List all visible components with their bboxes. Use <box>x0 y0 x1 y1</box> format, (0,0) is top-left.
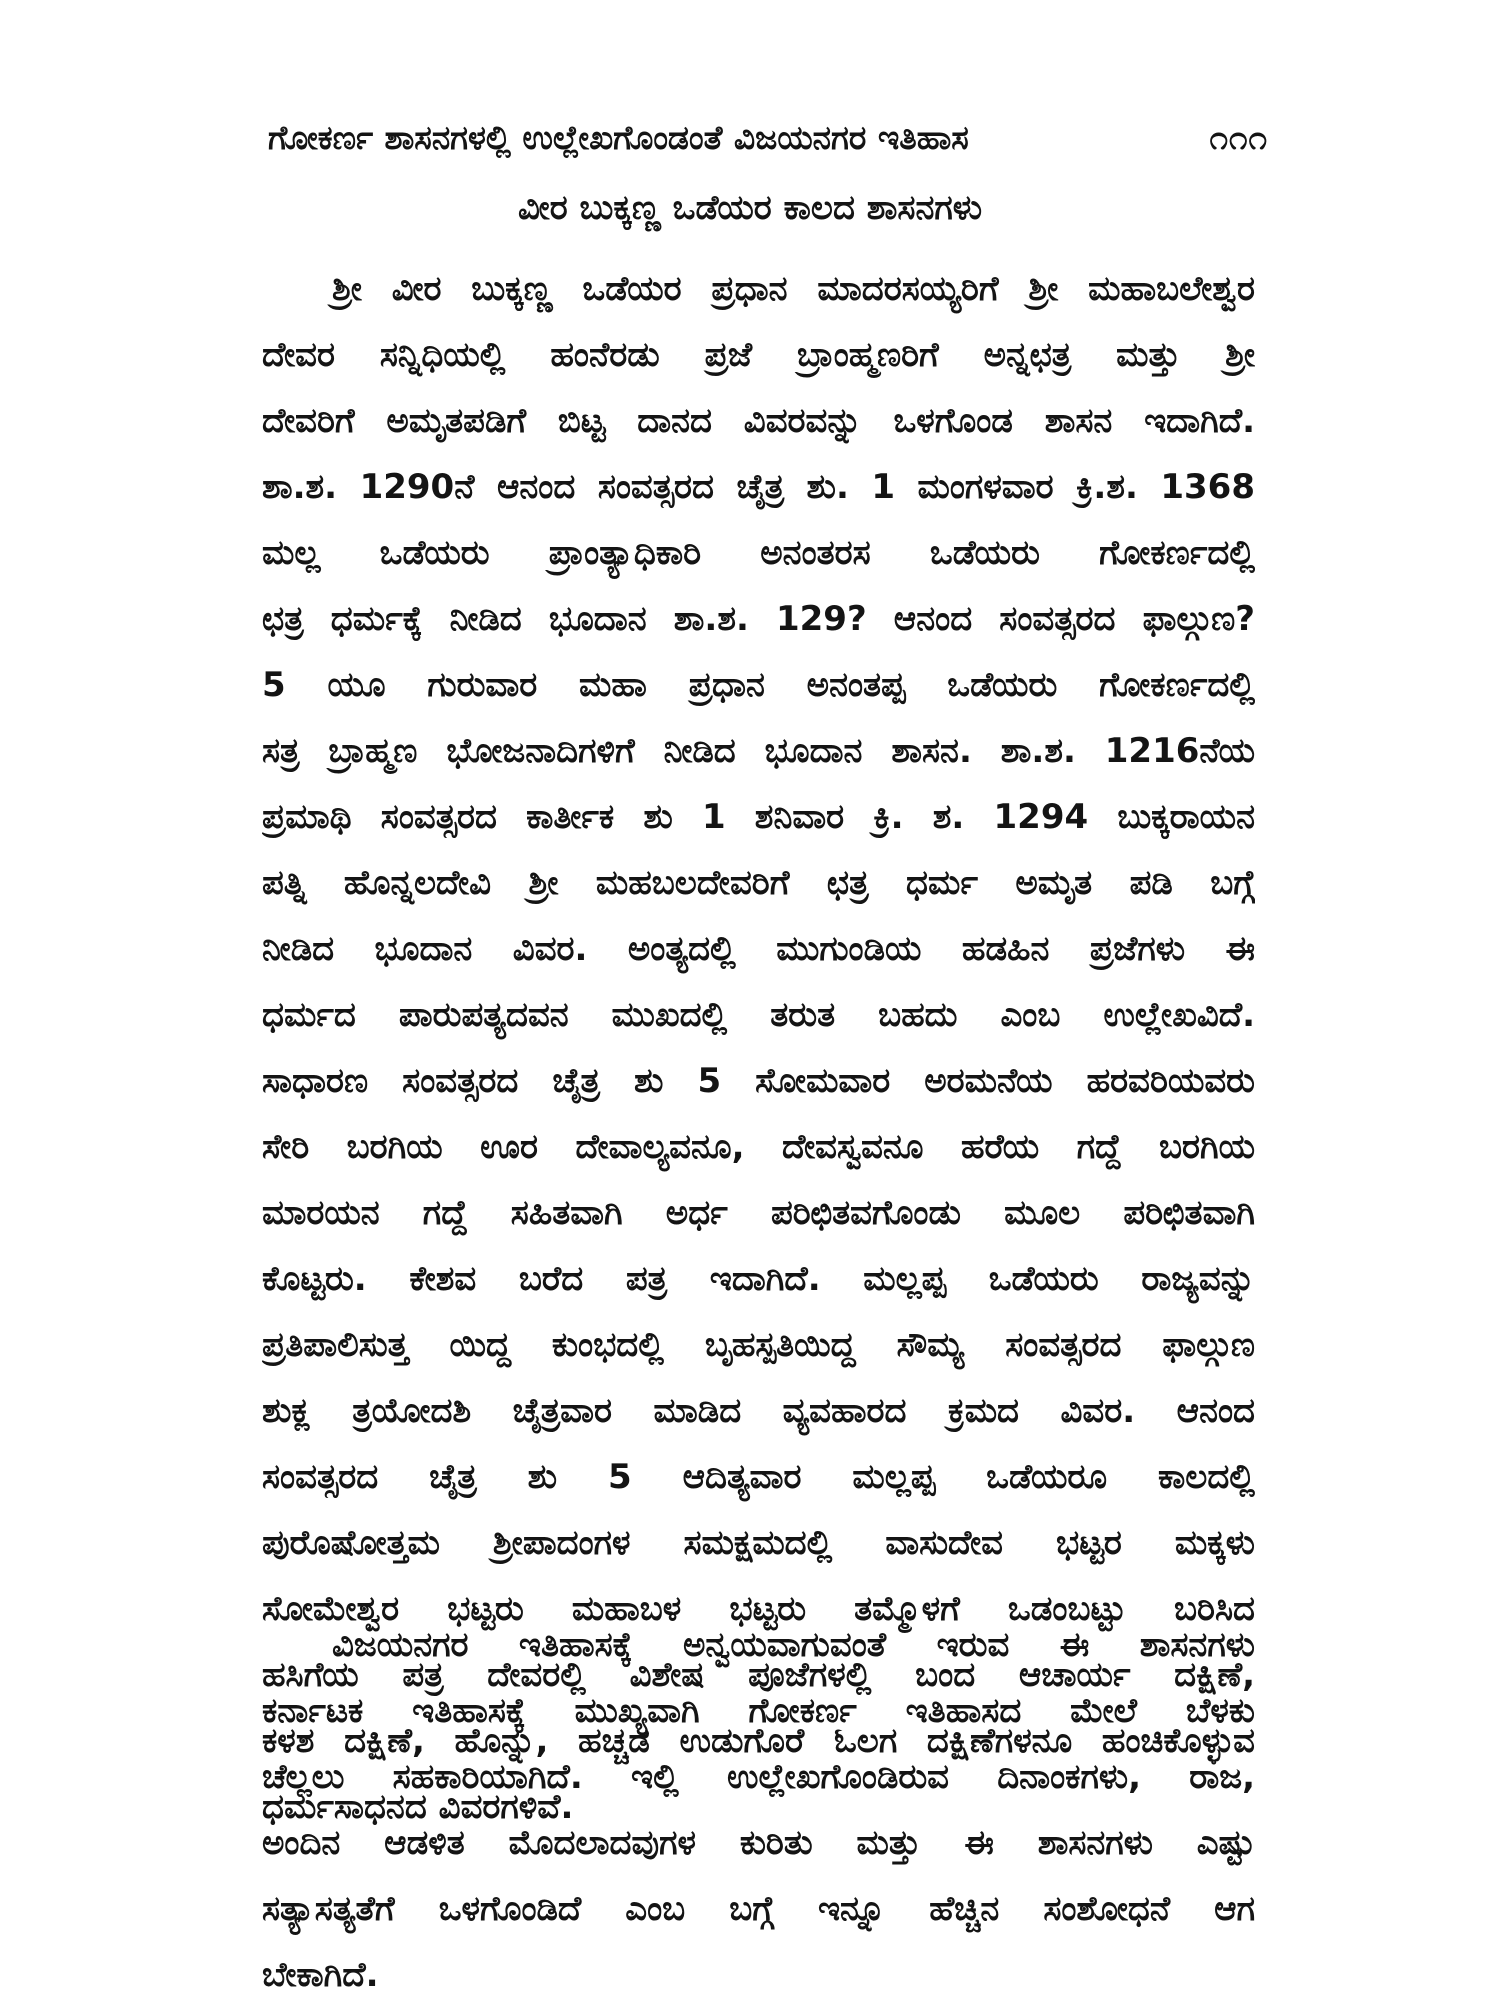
paragraph-line: ಪತ್ನಿ ಹೊನ್ನಲದೇವಿ ಶ್ರೀ ಮಹಬಲದೇವರಿಗೆ ಛತ್ರ ಧರ್ಮ ಅಮೃತ ಪಡಿ ಬಗ್ಗೆ <box>262 863 1255 903</box>
paragraph-line: ಸಾಧಾರಣ ಸಂವತ್ಸರದ ಚೈತ್ರ ಶು 5 ಸೋಮವಾರ ಅರಮನೆಯ ಹರವರಿಯವರು <box>262 1061 1255 1101</box>
paragraph-line: ಅಂದಿನ ಆಡಳಿತ ಮೊದಲಾದವುಗಳ ಕುರಿತು ಮತ್ತು ಈ ಶಾಸನಗಳು ಎಷ್ಟು <box>262 1823 1255 1863</box>
paragraph-line: ಧರ್ಮಸಾಧನದ ವಿವರಗಳಿವೆ. <box>262 1787 574 1827</box>
paragraph-line: 5 ಯೂ ಗುರುವಾರ ಮಹಾ ಪ್ರಧಾನ ಅನಂತಪ್ಪ ಒಡೆಯರು ಗೋಕರ್ಣದಲ್ಲಿ <box>262 665 1255 705</box>
paragraph-line: ಚೆಲ್ಲಲು ಸಹಕಾರಿಯಾಗಿದೆ. ಇಲ್ಲಿ ಉಲ್ಲೇಖಗೊಂಡಿರುವ ದಿನಾಂಕಗಳು, ರಾಜ, <box>262 1757 1255 1797</box>
paragraph-line: ವಿಜಯನಗರ ಇತಿಹಾಸಕ್ಕೆ ಅನ್ವಯವಾಗುವಂತೆ ಇರುವ ಈ ಶಾಸನಗಳು <box>332 1625 1255 1665</box>
paragraph-2 <box>262 1612 1255 2008</box>
paragraph-line: ಪ್ರಮಾಥಿ ಸಂವತ್ಸರದ ಕಾರ್ತೀಕ ಶು 1 ಶನಿವಾರ ಕ್ರಿ. ಶ. 1294 ಬುಕ್ಕರಾಯನ <box>262 797 1255 837</box>
paragraph-line: ಬೇಕಾಗಿದೆ. <box>262 1955 379 1995</box>
paragraph-line: ಶ್ರೀ ವೀರ ಬುಕ್ಕಣ್ಣ ಒಡೆಯರ ಪ್ರಧಾನ ಮಾದರಸಯ್ಯರಿಗೆ ಶ್ರೀ ಮಹಾಬಲೇಶ್ವರ <box>332 269 1255 309</box>
paragraph-line: ಮಾರಯನ ಗದ್ದೆ ಸಹಿತವಾಗಿ ಅರ್ಧ ಪರಿಛಿತವಗೊಂಡು ಮೂಲ ಪರಿಛಿತವಾಗಿ <box>262 1193 1255 1233</box>
paragraph-line: ಶುಕ್ಲ ತ್ರಯೋದಶಿ ಚೈತ್ರವಾರ ಮಾಡಿದ ವ್ಯವಹಾರದ ಕ್ರಮದ ವಿವರ. ಆನಂದ <box>262 1391 1255 1431</box>
paragraph-line: ಕಳಶ ದಕ್ಷಿಣೆ, ಹೊನ್ನು, ಹಚ್ಚಡ ಉಡುಗೊರೆ ಓಲಗ ದಕ್ಷಿಣೆಗಳನೂ ಹಂಚಿಕೊಳ್ಳುವ <box>262 1721 1255 1761</box>
paragraph-line: ಸೇರಿ ಬರಗಿಯ ಊರ ದೇವಾಲ್ಯವನೂ, ದೇವಸ್ವವನೂ ಹರೆಯ ಗದ್ದೆ ಬರಗಿಯ <box>262 1127 1255 1167</box>
paragraph-line: ಹಸಿಗೆಯ ಪತ್ರ ದೇವರಲ್ಲಿ ವಿಶೇಷ ಪೂಜೆಗಳಲ್ಲಿ ಬಂದ ಆಚಾರ್ಯ ದಕ್ಷಿಣೆ, <box>262 1655 1255 1695</box>
page-number: ೧೧೧ <box>1209 118 1268 157</box>
section-heading: ವೀರ ಬುಕ್ಕಣ್ಣ ಒಡೆಯರ ಕಾಲದ ಶಾಸನಗಳು <box>517 188 983 228</box>
paragraph-line: ಪುರೊಷೋತ್ತಮ ಶ್ರೀಪಾದಂಗಳ ಸಮಕ್ಷಮದಲ್ಲಿ ವಾಸುದೇವ ಭಟ್ಟರ ಮಕ್ಕಳು <box>262 1523 1255 1563</box>
paragraph-line: ನೀಡಿದ ಭೂದಾನ ವಿವರ. ಅಂತ್ಯದಲ್ಲಿ ಮುಗುಂಡಿಯ ಹಡಹಿನ ಪ್ರಜೆಗಳು ಈ <box>262 929 1255 969</box>
paragraph-line: ದೇವರಿಗೆ ಅಮೃತಪಡಿಗೆ ಬಿಟ್ಟ ದಾನದ ವಿವರವನ್ನು ಒಳಗೊಂಡ ಶಾಸನ ಇದಾಗಿದೆ. <box>262 401 1255 441</box>
paragraph-line: ಶಾ.ಶ. 1290ನೆ ಆನಂದ ಸಂವತ್ಸರದ ಚೈತ್ರ ಶು. 1 ಮಂಗಳವಾರ ಕ್ರಿ.ಶ. 1368 <box>262 467 1255 507</box>
paragraph-line: ಸೋಮೇಶ್ವರ ಭಟ್ಟರು ಮಹಾಬಳ ಭಟ್ಟರು ತಮ್ಮೊಳಗೆ ಒಡಂಬಟ್ಟು ಬರಿಸಿದ <box>262 1589 1255 1629</box>
paragraph-line: ಕೊಟ್ಟರು. ಕೇಶವ ಬರೆದ ಪತ್ರ ಇದಾಗಿದೆ. ಮಲ್ಲಪ್ಪ ಒಡೆಯರು ರಾಜ್ಯವನ್ನು <box>262 1259 1255 1299</box>
paragraph-line: ಸಂವತ್ಸರದ ಚೈತ್ರ ಶು 5 ಆದಿತ್ಯವಾರ ಮಲ್ಲಪ್ಪ ಒಡೆಯರೂ ಕಾಲದಲ್ಲಿ <box>262 1457 1255 1497</box>
paragraph-line: ಛತ್ರ ಧರ್ಮಕ್ಕೆ ನೀಡಿದ ಭೂದಾನ ಶಾ.ಶ. 129? ಆನಂದ ಸಂವತ್ಸರದ ಫಾಲ್ಗುಣ? <box>262 599 1255 639</box>
paragraph-line: ದೇವರ ಸನ್ನಿಧಿಯಲ್ಲಿ ಹಂನೆರಡು ಪ್ರಜೆ ಬ್ರಾಂಹ್ಮಣರಿಗೆ ಅನ್ನಛತ್ರ ಮತ್ತು ಶ್ರೀ <box>262 335 1255 375</box>
paragraph-line: ಸತ್ಯಾಸತ್ಯತೆಗೆ ಒಳಗೊಂಡಿದೆ ಎಂಬ ಬಗ್ಗೆ ಇನ್ನೂ ಹೆಚ್ಚಿನ ಸಂಶೋಧನೆ ಆಗ <box>262 1889 1255 1929</box>
paragraph-line: ಸತ್ರ ಬ್ರಾಹ್ಮಣ ಭೋಜನಾದಿಗಳಿಗೆ ನೀಡಿದ ಭೂದಾನ ಶಾಸನ. ಶಾ.ಶ. 1216ನೆಯ <box>262 731 1255 771</box>
running-header <box>268 108 1268 168</box>
paragraph-1 <box>262 256 1255 1840</box>
paragraph-line: ಪ್ರತಿಪಾಲಿಸುತ್ತ ಯಿದ್ದ ಕುಂಭದಲ್ಲಿ ಬೃಹಸ್ಪತಿಯಿದ್ದ ಸೌಮ್ಯ ಸಂವತ್ಸರದ ಫಾಲ್ಗುಣ <box>262 1325 1255 1365</box>
paragraph-line: ಮಲ್ಲ ಒಡೆಯರು ಪ್ರಾಂತ್ಯಾಧಿಕಾರಿ ಅನಂತರಸ ಒಡೆಯರು ಗೋಕರ್ಣದಲ್ಲಿ <box>262 533 1255 573</box>
paragraph-line: ಧರ್ಮದ ಪಾರುಪತ್ಯದವನ ಮುಖದಲ್ಲಿ ತರುತ ಬಹದು ಎಂಬ ಉಲ್ಲೇಖವಿದೆ. <box>262 995 1255 1035</box>
running-title: ಗೋಕರ್ಣ ಶಾಸನಗಳಲ್ಲಿ ಉಲ್ಲೇಖಗೊಂಡಂತೆ ವಿಜಯನಗರ ಇತಿಹಾಸ <box>268 118 969 157</box>
paragraph-line: ಕರ್ನಾಟಕ ಇತಿಹಾಸಕ್ಕೆ ಮುಖ್ಯವಾಗಿ ಗೋಕರ್ಣ ಇತಿಹಾಸದ ಮೇಲೆ ಬೆಳಕು <box>262 1691 1255 1731</box>
